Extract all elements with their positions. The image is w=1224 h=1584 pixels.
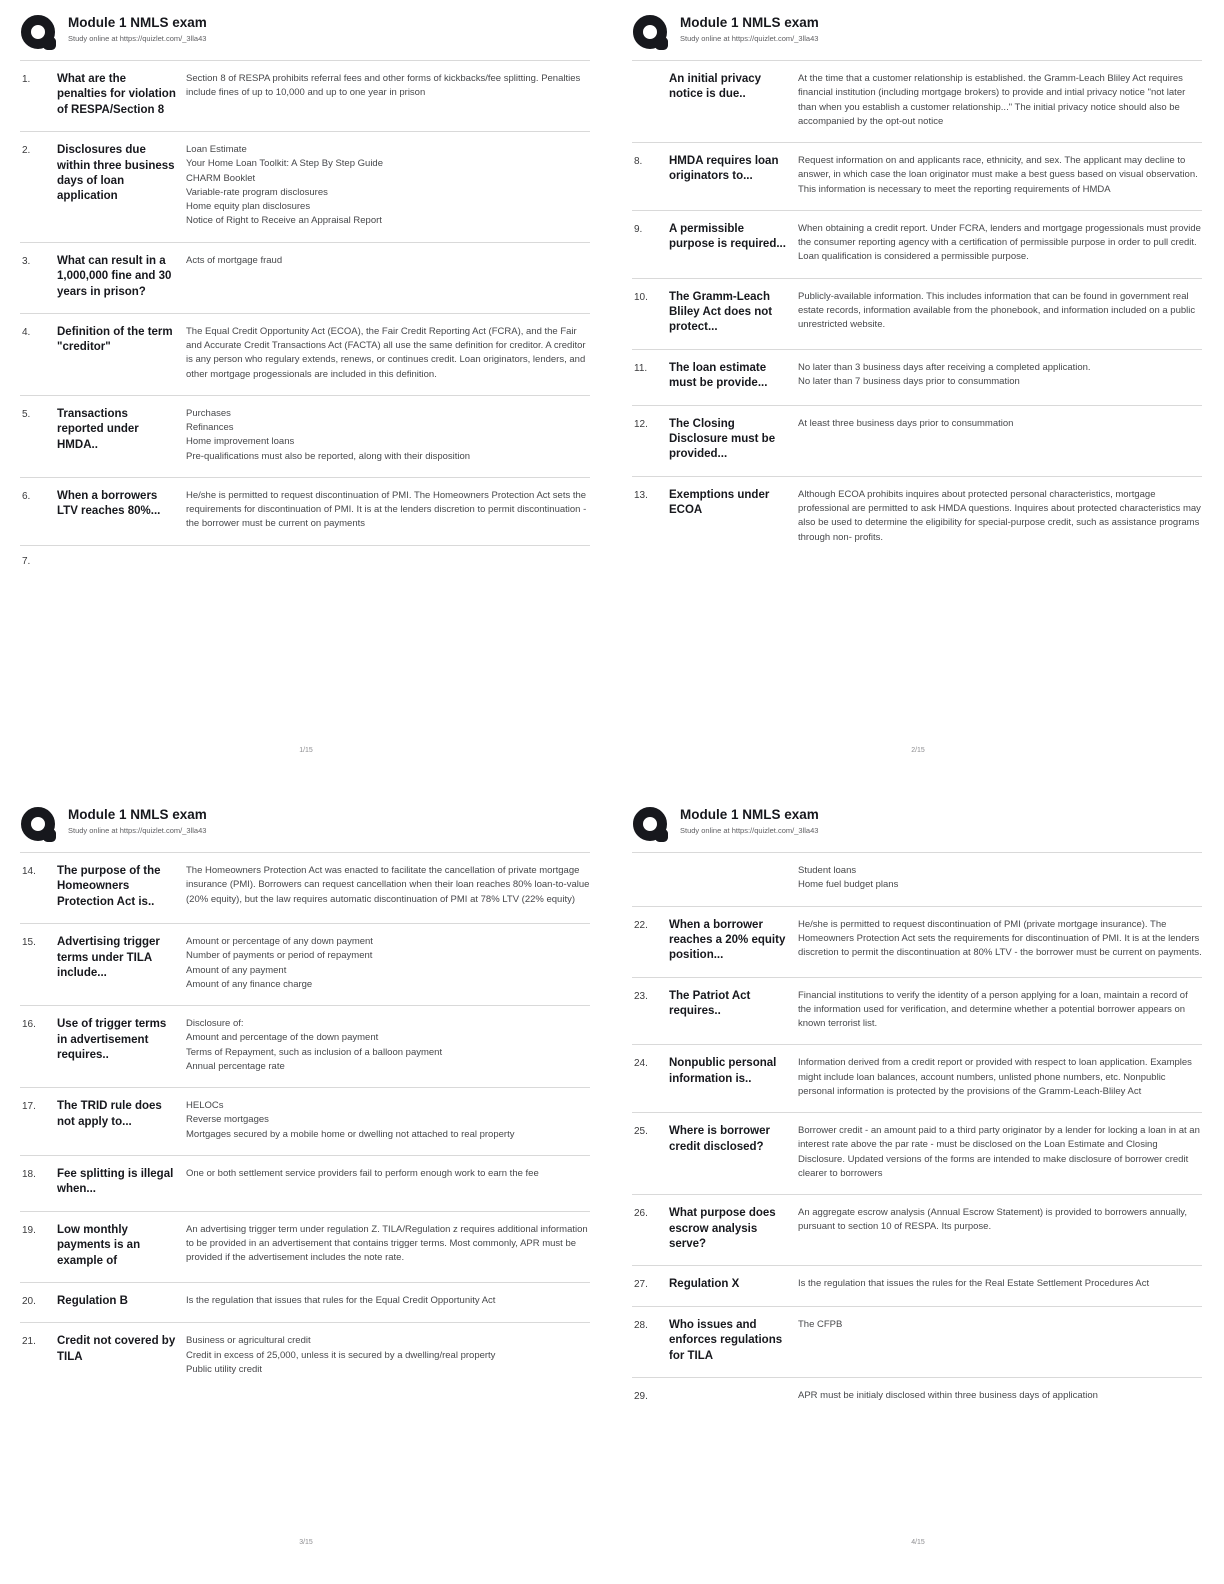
card-question: Regulation X — [669, 1278, 740, 1291]
card-question: What are the penalties for violation of RESPA/Section 8 — [57, 73, 176, 116]
card-answer — [185, 1334, 590, 1377]
answer-line: Borrower credit - an amount paid to a third party originator by a lender for locking a loan in at an interest rate above the par rate - must be disclosed on the Loan Estimate and Closing Disclosure. Updated versions of the forms are intended to make disclosure of borrower credit clearer to borrowers — [798, 1125, 1200, 1179]
card-answer — [185, 407, 590, 464]
header-titles — [680, 806, 819, 835]
card-answer — [797, 72, 1202, 129]
header-titles — [68, 806, 207, 835]
answer-line: Home improvement loans — [186, 436, 295, 448]
card-row — [632, 906, 1202, 977]
card-answer — [185, 864, 590, 910]
card-answer — [797, 1277, 1202, 1292]
card-row — [632, 61, 1202, 142]
answer-line: Number of payments or period of repayment — [186, 950, 373, 962]
card-row — [632, 853, 1202, 906]
card-question: Use of trigger terms in advertisement requires.. — [57, 1018, 167, 1062]
card-number: 6. — [22, 490, 31, 502]
card-number: 3. — [22, 255, 31, 267]
card-row — [20, 1211, 590, 1282]
answer-line: An advertising trigger term under regulation Z. TILA/Regulation z requires additional information to be provided in an advertisement that contains trigger terms. Most commonly, APR must be provided if the advertisement includes the note rate. — [186, 1223, 588, 1264]
card-row — [20, 131, 590, 242]
card-number: 9. — [634, 223, 643, 235]
card-question: Where is borrower credit disclosed? — [669, 1125, 770, 1153]
answer-line: Financial institutions to verify the identity of a person applying for a loan, maintain a record of the information used for verification, and determine whether a potential borrower appears on known terrorist list. — [798, 989, 1188, 1030]
card-list — [20, 61, 590, 579]
card-number: 24. — [634, 1058, 648, 1070]
page-number: 3/15 — [299, 1539, 313, 1546]
card-answer — [185, 1099, 590, 1142]
card-number: 23. — [634, 990, 648, 1002]
card-question — [669, 864, 797, 893]
card-answer — [797, 361, 1202, 392]
answer-line: Purchases — [186, 407, 231, 419]
answer-line: Student loans — [798, 865, 857, 876]
answer-line: He/she is permitted to request discontinuation of PMI. The Homeowners Protection Act sets the requirements for discontinuation of PMI. It is at the lenders discretion to permit discontinuation - the borrower must be current on payments — [186, 489, 587, 530]
answer-line: Pre-qualifications must also be reported, along with their disposition — [186, 450, 471, 462]
card-row — [20, 1005, 590, 1087]
card-number: 26. — [634, 1208, 648, 1220]
card-question: The TRID rule does not apply to... — [57, 1100, 162, 1128]
card-number: 25. — [634, 1126, 648, 1138]
card-number: 18. — [22, 1168, 36, 1180]
card-number: 21. — [22, 1336, 36, 1348]
study-online-url: Study online at https://quizlet.com/_3lla43 — [68, 825, 207, 835]
card-number — [634, 72, 669, 129]
answer-line: Loan Estimate — [186, 144, 247, 156]
card-number: 29. — [634, 1391, 648, 1403]
header-titles — [68, 14, 207, 43]
card-number: 17. — [22, 1101, 36, 1113]
card-answer — [185, 554, 590, 569]
answer-line: When obtaining a credit report. Under FCRA, lenders and mortgage progessionals must provide the consumer reporting agency with a certification of permissible purpose in order to pull credit. Loan qualification is considered a permissible purpose. — [798, 222, 1201, 263]
card-row — [20, 313, 590, 395]
answer-line: Amount of any payment — [186, 964, 287, 976]
answer-line: Is the regulation that issues that rules for the Equal Credit Opportunity Act — [186, 1295, 496, 1306]
card-question: An initial privacy notice is due.. — [669, 73, 762, 101]
page-title: Module 1 NMLS exam — [68, 15, 207, 30]
card-number: 27. — [634, 1279, 648, 1291]
card-row — [632, 142, 1202, 210]
card-row — [632, 1265, 1202, 1305]
study-online-url: Study online at https://quizlet.com/_3lla43 — [680, 33, 819, 43]
card-answer — [185, 1223, 590, 1269]
answer-line: Home fuel budget plans — [798, 879, 899, 891]
card-question: Disclosures due within three business days of loan application — [57, 144, 175, 203]
card-answer — [797, 1124, 1202, 1181]
card-number — [634, 864, 669, 893]
card-number: 22. — [634, 919, 648, 931]
card-row — [20, 395, 590, 477]
card-question: Transactions reported under HMDA.. — [57, 407, 139, 451]
answer-line: He/she is permitted to request discontinuation of PMI (private mortgage insurance). The Homeowners Protection Act sets the requirements for discontinuation of PMI. It is at the lenders discretion to permit the discontinuation at 80% LTV - the borrower must be current on payments. — [798, 918, 1202, 958]
card-number: 2. — [22, 145, 31, 157]
card-answer — [185, 72, 590, 118]
card-answer — [797, 417, 1202, 463]
card-answer — [797, 488, 1202, 545]
card-question: Who issues and enforces regulations for TILA — [669, 1318, 783, 1362]
answer-line: Public utility credit — [186, 1363, 263, 1375]
answer-line: HELOCs — [186, 1100, 224, 1112]
card-answer — [185, 143, 590, 229]
card-row — [632, 405, 1202, 476]
card-answer — [797, 154, 1202, 197]
card-question: Definition of the term "creditor" — [57, 325, 173, 354]
card-row — [20, 1282, 590, 1322]
card-answer — [185, 325, 590, 382]
card-answer — [185, 1167, 590, 1198]
answer-line: Business or agricultural credit — [186, 1335, 311, 1347]
answer-line: The Equal Credit Opportunity Act (ECOA), the Fair Credit Reporting Act (FCRA), and the Fair and Accurate Credit Transactions Act (FACTA) all use the same definition for creditor. A creditor is any person who regulary extends, renews, or continues credit. Loan originators, lenders, and other mortgage progessionals are included in this definition. — [186, 325, 586, 380]
card-number: 13. — [634, 489, 648, 501]
answer-line: No later than 3 business days after receiving a completed application. — [798, 361, 1091, 373]
card-number: 16. — [22, 1019, 36, 1031]
card-number: 11. — [634, 362, 648, 374]
answer-line: The CFPB — [798, 1318, 843, 1330]
card-answer — [797, 918, 1202, 964]
page — [612, 0, 1224, 792]
card-answer — [797, 1318, 1202, 1364]
answer-line: Request information on and applicants race, ethnicity, and sex. The applicant may decline to answer, in which case the loan originator must make a best guess based on visual observation. This information is necessary to meet the reporting requirements of HMDA — [798, 155, 1198, 195]
card-question: What can result in a 1,000,000 fine and 30 years in prison? — [57, 254, 172, 298]
answer-line: Mortgages secured by a mobile home or dwelling not attached to real property — [186, 1128, 515, 1140]
card-number: 20. — [22, 1296, 36, 1307]
answer-line: Variable-rate program disclosures — [186, 186, 328, 198]
card-answer — [797, 290, 1202, 336]
card-question: Regulation B — [57, 1295, 128, 1307]
answer-line: The Homeowners Protection Act was enacted to facilitate the cancellation of private mortgage insurance (PMI). Borrowers can request cancellation when their loan reaches 80% loan-to-value (20% equity), but the law requires automatic discontinuation of PMI at 78% LTV (22% equity) — [186, 865, 590, 905]
card-row — [632, 1044, 1202, 1112]
answer-line: Information derived from a credit report or provided with respect to loan application. Examples might include loan balances, account numbers, unlisted phone numbers, etc. Nonpublic personal information is protected by the provisions of the Gramm-Leach-Bliley Act — [798, 1057, 1192, 1097]
card-row — [632, 476, 1202, 558]
answer-line: At least three business days prior to consummation — [798, 417, 1014, 429]
card-question — [669, 1389, 797, 1404]
card-row — [20, 1322, 590, 1390]
page-number: 2/15 — [911, 747, 925, 754]
card-answer — [797, 1389, 1202, 1404]
card-number: 10. — [634, 291, 648, 303]
card-list — [20, 853, 590, 1390]
card-answer — [185, 1017, 590, 1074]
answer-line: Amount and percentage of the down payment — [186, 1032, 379, 1044]
page-header — [632, 806, 1202, 853]
card-row — [632, 210, 1202, 278]
quizlet-q-icon — [20, 806, 58, 846]
card-question: Nonpublic personal information is.. — [669, 1057, 777, 1085]
page-header — [20, 806, 590, 853]
study-online-url: Study online at https://quizlet.com/_3lla43 — [68, 33, 207, 43]
card-question: A permissible purpose is required... — [669, 222, 786, 251]
quizlet-q-icon — [20, 14, 58, 54]
card-question: Low monthly payments is an example of — [57, 1223, 141, 1267]
page-header — [632, 14, 1202, 61]
card-question: What purpose does escrow analysis serve? — [669, 1207, 776, 1251]
answer-line: Credit in excess of 25,000, unless it is secured by a dwelling/real property — [186, 1349, 496, 1361]
card-row — [632, 349, 1202, 405]
card-row — [20, 853, 590, 923]
answer-line: Publicly-available information. This includes information that can be found in government real estate records, information available from the phonebook, and information included on a public unrestricted website. — [798, 290, 1196, 330]
card-question: Advertising trigger terms under TILA include... — [57, 936, 160, 980]
card-answer — [797, 222, 1202, 265]
card-row — [632, 1306, 1202, 1377]
card-answer — [797, 1056, 1202, 1099]
answer-line: Amount or percentage of any down payment — [186, 936, 373, 948]
card-row — [20, 477, 590, 545]
page-title: Module 1 NMLS exam — [680, 807, 819, 822]
card-question: The Gramm-Leach Bliley Act does not protect... — [669, 290, 773, 334]
answer-line: Is the regulation that issues the rules for the Real Estate Settlement Procedures Act — [798, 1278, 1150, 1290]
card-answer — [797, 1206, 1202, 1252]
answer-line: Your Home Loan Toolkit: A Step By Step Guide — [186, 158, 383, 170]
card-row — [20, 1155, 590, 1211]
card-answer — [797, 989, 1202, 1032]
answer-line: Refinances — [186, 422, 234, 434]
page — [0, 0, 612, 792]
card-row — [632, 977, 1202, 1045]
quizlet-q-icon — [632, 806, 670, 846]
answer-line: Notice of Right to Receive an Appraisal Report — [186, 215, 382, 227]
card-question: When a borrowers LTV reaches 80%... — [57, 489, 161, 518]
answer-line: Amount of any finance charge — [186, 978, 313, 990]
card-answer — [797, 864, 1202, 893]
card-row — [20, 1087, 590, 1155]
page-header — [20, 14, 590, 61]
answer-line: Terms of Repayment, such as inclusion of a balloon payment — [186, 1046, 443, 1058]
card-number: 19. — [22, 1224, 36, 1236]
card-row — [632, 278, 1202, 349]
card-list — [632, 61, 1202, 558]
card-question: The Patriot Act requires.. — [669, 989, 751, 1018]
card-question: The loan estimate must be provide... — [669, 361, 768, 390]
card-number: 15. — [22, 937, 36, 949]
card-number: 1. — [22, 74, 31, 85]
answer-line: Disclosure of: — [186, 1018, 244, 1030]
card-row — [20, 61, 590, 131]
page-number: 1/15 — [299, 747, 313, 754]
card-row — [632, 1194, 1202, 1265]
card-row — [632, 1377, 1202, 1417]
study-online-url: Study online at https://quizlet.com/_3lla43 — [680, 825, 819, 835]
card-answer — [185, 935, 590, 992]
card-question: Exemptions under ECOA — [669, 488, 770, 517]
answer-line: Annual percentage rate — [186, 1060, 285, 1072]
card-number: 28. — [634, 1319, 648, 1331]
card-answer — [185, 1294, 590, 1309]
card-question: The purpose of the Homeowners Protection Act is.. — [57, 865, 161, 908]
answer-line: Section 8 of RESPA prohibits referral fees and other forms of kickbacks/fee splitting. Penalties include fines of up to 10,000 and up to one year in prison — [186, 73, 581, 99]
card-question — [57, 554, 185, 569]
answer-line: APR must be initialy disclosed within three business days of application — [798, 1390, 1098, 1402]
page-title: Module 1 NMLS exam — [68, 807, 207, 822]
card-number: 8. — [634, 156, 643, 167]
card-number: 12. — [634, 418, 648, 430]
card-number: 7. — [22, 555, 31, 567]
card-question: HMDA requires loan originators to... — [669, 155, 779, 183]
answer-line: Home equity plan disclosures — [186, 201, 311, 213]
card-row — [632, 1112, 1202, 1194]
card-row — [20, 242, 590, 313]
page — [0, 792, 612, 1584]
answer-line: CHARM Booklet — [186, 172, 256, 184]
card-number: 5. — [22, 408, 31, 420]
card-question: Credit not covered by TILA — [57, 1335, 176, 1363]
page — [612, 792, 1224, 1584]
card-answer — [185, 489, 590, 532]
answer-line: Reverse mortgages — [186, 1114, 269, 1126]
answer-line: One or both settlement service providers fail to perform enough work to earn the fee — [186, 1167, 539, 1179]
card-question: When a borrower reaches a 20% equity position... — [669, 918, 786, 962]
answer-line: No later than 7 business days prior to consummation — [798, 375, 1020, 387]
answer-line: Although ECOA prohibits inquires about protected personal characteristics, mortgage professional are permitted to ask HMDA questions. Inquires about protected characteristics may also be used to determine the eligibility for special-purpose credit, such as assistance programs through non- profits. — [798, 488, 1201, 543]
page-title: Module 1 NMLS exam — [680, 15, 819, 30]
card-row — [20, 923, 590, 1005]
answer-line: At the time that a customer relationship is established. the Gramm-Leach Bliley Act requires financial institution (including mortgage brokers) to provide and intial privacy notice "not later than when you establish a customer relationship..." The initial privacy notice should also be accompanied by the opt-out notice — [798, 73, 1186, 127]
card-number: 4. — [22, 326, 31, 338]
card-answer — [185, 254, 590, 300]
card-row — [20, 545, 590, 579]
header-titles — [680, 14, 819, 43]
card-question: The Closing Disclosure must be provided... — [669, 417, 776, 461]
card-question: Fee splitting is illegal when... — [57, 1167, 174, 1196]
card-list — [632, 853, 1202, 1417]
answer-line: Acts of mortgage fraud — [186, 254, 283, 266]
answer-line: An aggregate escrow analysis (Annual Escrow Statement) is provided to borrowers annually, pursuant to section 10 of RESPA. Its purpose. — [798, 1207, 1187, 1233]
page-number: 4/15 — [911, 1539, 925, 1546]
card-number: 14. — [22, 866, 36, 877]
quizlet-q-icon — [632, 14, 670, 54]
